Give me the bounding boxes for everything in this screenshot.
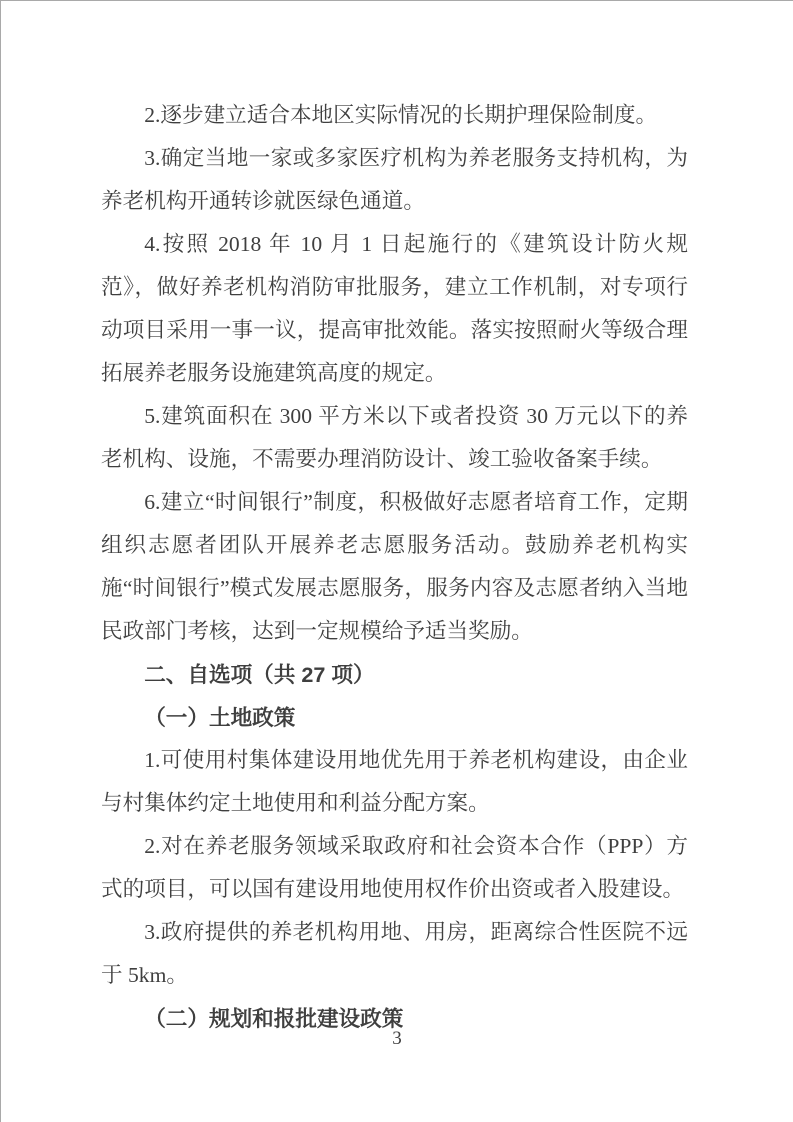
paragraph: 6.建立“时间银行”制度，积极做好志愿者培育工作，定期组织志愿者团队开展养老志愿服务活动。鼓励养老机构实施“时间银行”模式发展志愿服务，服务内容及志愿者纳入当地民政部门考核，达到一定规模给予适当奖励。 [101,490,688,643]
page-footer [1,1027,793,1051]
paragraph: 2.逐步建立适合本地区实际情况的长期护理保险制度。 [144,103,658,127]
page-number: 3 [392,1028,402,1049]
paragraph: 3.政府提供的养老机构用地、用房，距离综合性医院不远于 5km。 [101,920,688,987]
paragraph: 4.按照 2018 年 10 月 1 日起施行的《建筑设计防火规范》，做好养老机构消防审批服务，建立工作机制，对专项行动项目采用一事一议，提高审批效能。落实按照耐火等级合理拓展养老服务设施建筑高度的规定。 [101,232,688,385]
section-heading: （二）规划和报批建设政策 [144,1006,404,1031]
paragraph: 3.确定当地一家或多家医疗机构为养老服务支持机构，为养老机构开通转诊就医绿色通道。 [101,146,688,213]
section-heading: （一）土地政策 [144,705,296,730]
section-heading: 二、自选项（共 27 项） [144,662,375,687]
paragraph: 5.建筑面积在 300 平方米以下或者投资 30 万元以下的养老机构、设施，不需要办理消防设计、竣工验收备案手续。 [101,404,688,471]
paragraph: 1.可使用村集体建设用地优先用于养老机构建设，由企业与村集体约定土地使用和利益分配方案。 [101,748,688,815]
paragraph: 2.对在养老服务领域采取政府和社会资本合作（PPP）方式的项目，可以国有建设用地使用权作价出资或者入股建设。 [101,834,688,901]
document-body [101,94,688,1040]
